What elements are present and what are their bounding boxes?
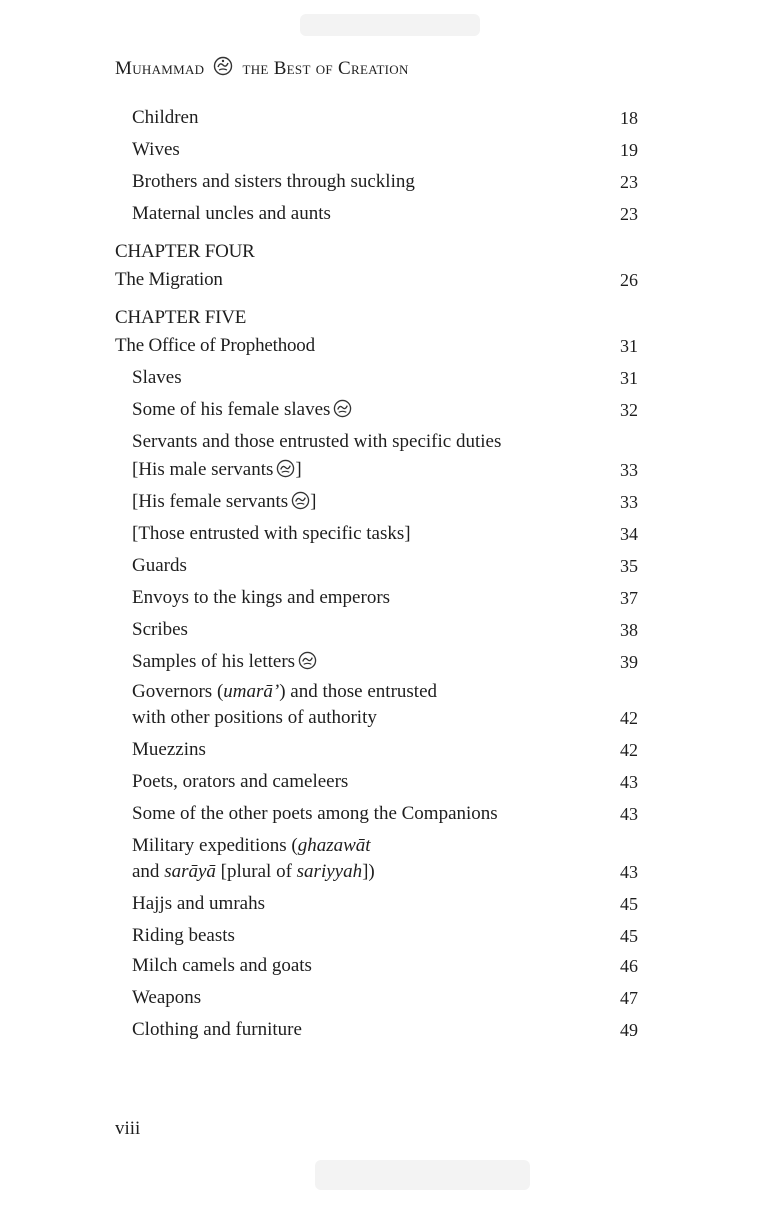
toc-entry-label: and <box>132 861 165 882</box>
toc-entry-label: Wives <box>132 139 180 160</box>
toc-entry-label: [Those entrusted with specific tasks] <box>132 523 411 544</box>
toc-entry-page: 47 <box>620 988 638 1008</box>
toc-entry-label: with other positions of authority <box>132 707 377 728</box>
toc-entry-page: 43 <box>620 862 638 882</box>
toc-entry-label: Milch camels and goats <box>132 955 312 976</box>
running-head-right: the Best of Creation <box>242 58 409 79</box>
salawat-calligraphy-icon <box>276 459 295 478</box>
toc-entry <box>0 200 779 228</box>
toc-entry <box>0 890 779 918</box>
toc-entry <box>0 136 779 164</box>
toc-entry-label: Maternal uncles and aunts <box>132 203 331 224</box>
toc-entry <box>0 168 779 196</box>
toc-entry-label: [His male servants <box>132 459 274 480</box>
toc-entry-label: Poets, orators and cameleers <box>132 771 349 792</box>
toc-entry <box>0 648 779 676</box>
toc-entry-page: 39 <box>620 652 638 672</box>
toc-entry-page: 26 <box>620 270 638 290</box>
folio-page-number: viii <box>115 1118 141 1139</box>
running-head <box>115 56 409 82</box>
toc-entry-page: 38 <box>620 620 638 640</box>
toc-entry-page: 45 <box>620 926 638 946</box>
toc-entry <box>0 616 779 644</box>
toc-entry-label: Guards <box>132 555 187 576</box>
toc-entry-page: 43 <box>620 804 638 824</box>
toc-entry <box>0 396 779 424</box>
toc-entry-label-suffix: ) and those entrusted <box>279 681 437 702</box>
toc-entry-page: 37 <box>620 588 638 608</box>
toc-entry-label-suffix: [plural of <box>215 861 297 882</box>
toc-entry-page: 33 <box>620 460 638 480</box>
toc-entry <box>0 922 779 950</box>
toc-entry-page: 42 <box>620 708 638 728</box>
toc-entry-page: 45 <box>620 894 638 914</box>
toc-entry-label-wrap <box>132 396 352 424</box>
toc-entry <box>0 952 779 980</box>
toc-entry <box>0 520 779 548</box>
toc-entry-page: 46 <box>620 956 638 976</box>
toc-entry <box>0 1016 779 1044</box>
toc-entry-label: Clothing and furniture <box>132 1019 302 1040</box>
toc-entry <box>0 364 779 392</box>
toc-entry-label: Governors ( <box>132 681 224 702</box>
chapter-heading <box>0 238 779 266</box>
toc-entry <box>0 768 779 796</box>
toc-entry <box>0 678 779 706</box>
toc-entry-page: 42 <box>620 740 638 760</box>
salawat-calligraphy-icon <box>333 399 352 418</box>
toc-entry-label: Weapons <box>132 987 202 1008</box>
toc-entry <box>0 984 779 1012</box>
toc-entry-page: 31 <box>620 368 638 388</box>
toc-entry-label-wrap <box>132 648 317 676</box>
toc-entry-label-italic: sariyyah <box>296 861 363 882</box>
toc-entry-page: 18 <box>620 108 638 128</box>
toc-entry-label: Muezzins <box>132 739 206 760</box>
salawat-calligraphy-icon <box>213 56 233 82</box>
toc-entry-page: 43 <box>620 772 638 792</box>
toc-entry-label: Hajjs and umrahs <box>132 893 265 914</box>
toc-entry <box>0 552 779 580</box>
toc-entry-label-italic: sarāyā <box>164 861 216 882</box>
toc-entry-page: 34 <box>620 524 638 544</box>
toc-entry-label: Envoys to the kings and emperors <box>132 587 391 608</box>
toc-entry <box>0 428 779 456</box>
toc-entry-label: Slaves <box>132 367 182 388</box>
salawat-calligraphy-icon <box>298 651 317 670</box>
toc-entry-label: [His female servants <box>132 491 289 512</box>
toc-entry-label-suffix: ] <box>295 459 302 480</box>
toc-entry-label: Scribes <box>132 619 188 640</box>
chapter-title: The Office of Prophethood <box>115 335 315 356</box>
chapter-number: CHAPTER FIVE <box>115 307 247 328</box>
toc-entry-label-wrap <box>132 858 375 886</box>
toc-entry <box>0 736 779 764</box>
toc-entry-page: 35 <box>620 556 638 576</box>
toc-entry-label-wrap <box>132 488 317 516</box>
toc-entry-label: Riding beasts <box>132 925 235 946</box>
toc-entry-label-italic: ghazawāt <box>297 835 371 856</box>
toc-entry-label: Brothers and sisters through suckling <box>132 171 415 192</box>
toc-entry-label: Military expeditions ( <box>132 835 298 856</box>
toc-entry-page: 23 <box>620 172 638 192</box>
toc-entry <box>0 488 779 516</box>
chapter-title: The Migration <box>115 269 223 290</box>
toc-entry <box>0 800 779 828</box>
toc-entry-label-suffix: ]) <box>362 861 375 882</box>
toc-entry-page: 32 <box>620 400 638 420</box>
toc-entry <box>0 858 779 886</box>
toc-entry <box>0 704 779 732</box>
toc-entry-label: Samples of his letters <box>132 651 296 672</box>
bleed-through-top <box>300 14 480 36</box>
toc-entry-label: Some of the other poets among the Companions <box>132 803 498 824</box>
toc-entry-page: 33 <box>620 492 638 512</box>
salawat-calligraphy-icon <box>291 491 310 510</box>
toc-entry-label-wrap <box>132 456 302 484</box>
toc-entry-label-wrap <box>132 678 437 706</box>
bleed-through-bottom <box>315 1160 530 1190</box>
toc-entry-page: 23 <box>620 204 638 224</box>
chapter-number: CHAPTER FOUR <box>115 241 255 262</box>
toc-entry-label-italic: umarā’ <box>223 681 280 702</box>
chapter-title-entry <box>0 332 779 360</box>
toc-entry-label: Children <box>132 107 199 128</box>
toc-entry-page: 49 <box>620 1020 638 1040</box>
toc-entry <box>0 456 779 484</box>
toc-entry-label-suffix: ] <box>310 491 317 512</box>
toc-entry-page: 19 <box>620 140 638 160</box>
toc-entry-label: Servants and those entrusted with specific duties <box>132 431 502 452</box>
toc-entry <box>0 584 779 612</box>
running-head-left: Muhammad <box>115 58 205 79</box>
chapter-heading <box>0 304 779 332</box>
toc-entry-label: Some of his female slaves <box>132 399 331 420</box>
toc-entry-label-wrap <box>132 832 371 860</box>
toc-entry <box>0 832 779 860</box>
toc-entry <box>0 104 779 132</box>
toc-entry-page: 31 <box>620 336 638 356</box>
chapter-title-entry <box>0 266 779 294</box>
